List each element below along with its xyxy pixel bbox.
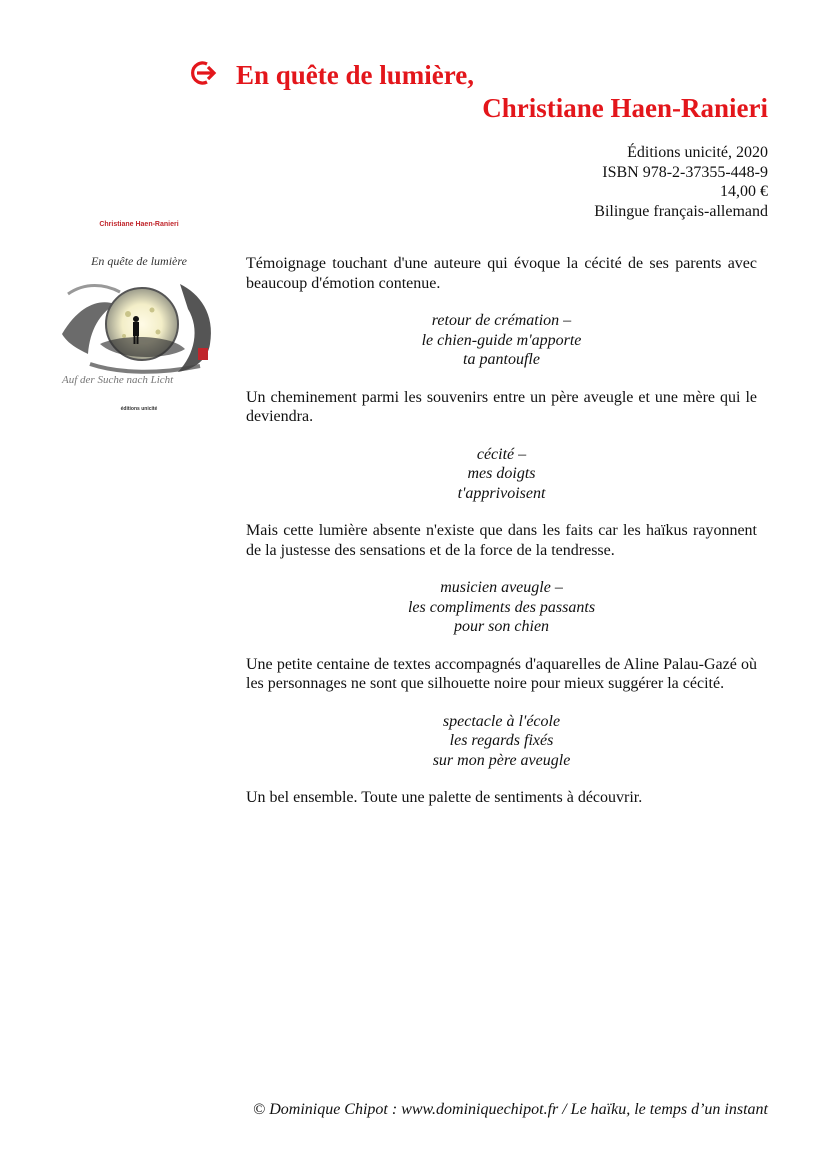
cover-illustration <box>60 274 218 374</box>
haiku-line: les compliments des passants <box>407 598 596 616</box>
paragraph: Mais cette lumière absente n'existe que dans les faits car les haïkus rayonnent de la justesse des sensations et de la force de la tendresse. <box>246 522 757 559</box>
haiku <box>246 578 757 637</box>
book-title: En quête de lumière, <box>236 60 474 90</box>
cover-subtitle: Auf der Suche nach Licht <box>62 374 174 386</box>
cover-title: En quête de lumière <box>91 254 187 268</box>
haiku <box>246 445 757 504</box>
haiku-line: mes doigts <box>467 465 536 482</box>
haiku-line: sur mon père aveugle <box>432 751 571 769</box>
haiku-line: les regards fixés <box>449 732 554 749</box>
haiku-line: cécité – <box>476 445 527 463</box>
publisher: Éditions unicité, 2020 <box>627 144 768 161</box>
haiku-line: t'apprivoisent <box>457 484 546 502</box>
footer-copyright: © Dominique Chipot : www.dominiquechipot.fr / Le haïku, le temps d’un instant <box>253 1101 768 1118</box>
publication-info <box>594 143 768 221</box>
haiku-line: spectacle à l'école <box>442 712 561 730</box>
haiku <box>246 712 757 771</box>
haiku-line: pour son chien <box>453 618 550 635</box>
haiku-line: ta pantoufle <box>463 351 540 368</box>
isbn: ISBN 978-2-37355-448-9 <box>602 163 768 181</box>
haiku <box>246 311 757 370</box>
price: 14,00 € <box>720 183 768 200</box>
arrow-right-icon <box>191 58 217 88</box>
language: Bilingue français-allemand <box>594 202 768 220</box>
paragraph: Témoignage touchant d'une auteure qui évoque la cécité de ses parents avec beaucoup d'émotion contenue. <box>246 255 757 292</box>
book-author: Christiane Haen-Ranieri <box>482 93 768 123</box>
paragraph: Une petite centaine de textes accompagnés d'aquarelles de Aline Palau-Gazé où les personnages ne sont que silhouette noire pour mieux suggérer la cécité. <box>246 655 757 692</box>
cover-author: Christiane Haen-Ranieri <box>99 221 179 228</box>
review-body <box>246 254 757 826</box>
cover-publisher: éditions unicité <box>120 406 158 412</box>
haiku-line: le chien-guide m'apporte <box>421 331 582 349</box>
paragraph: Un cheminement parmi les souvenirs entre un père aveugle et une mère qui le deviendra. <box>246 388 757 425</box>
book-cover <box>60 212 218 422</box>
paragraph: Un bel ensemble. Toute une palette de sentiments à découvrir. <box>246 789 643 806</box>
haiku-line: retour de crémation – <box>431 312 572 329</box>
haiku-line: musicien aveugle – <box>440 579 563 596</box>
